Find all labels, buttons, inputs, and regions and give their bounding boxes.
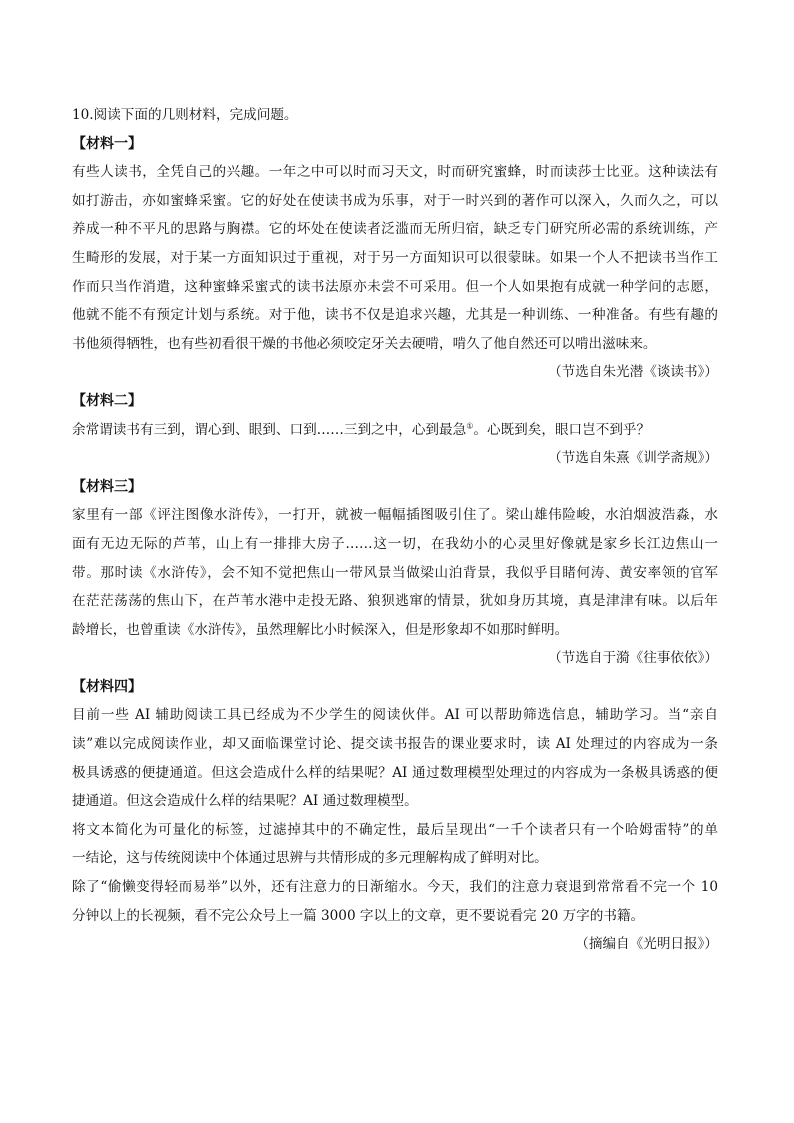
material-4-heading: 【材料四】 <box>72 678 142 695</box>
material-1-body <box>72 158 718 358</box>
material-4-line: 一结论，这与传统阅读中个体通过思辨与共情形成的多元理解构成了鲜明对比。 <box>72 850 548 867</box>
material-2-heading: 【材料二】 <box>72 392 142 409</box>
material-3-line: 家里有一部《评注图像水浒传》，一打开，就被一幅幅插图吸引住了。梁山雄伟险峻，水泊烟波浩淼，水 <box>72 507 718 524</box>
material-1-line: 生畸形的发展，对于某一方面知识过于重视，对于另一方面知识可以很蒙昧。如果一个人不把读书当作工 <box>72 249 718 266</box>
material-3-heading: 【材料三】 <box>72 478 142 495</box>
material-1-line: 养成一种不平凡的思路与胸襟。它的坏处在使读者泛滥而无所归宿，缺乏专门研究所必需的系统训练，产 <box>72 221 718 238</box>
material-3-line: 带。那时读《水浒传》，会不知不觉把焦山一带风景当做梁山泊背景，我似乎目睹何涛、黄安率领的官军 <box>72 564 718 581</box>
material-2-line <box>72 416 718 445</box>
material-1-heading: 【材料一】 <box>72 135 142 152</box>
material-4-line: 将文本简化为可量化的标签，过滤掉其中的不确定性，最后呈现出“一千个读者只有一个哈姆雷特”的单 <box>72 821 718 838</box>
material-1-line: 他就不能不有预定计划与系统。对于他，读书不仅是追求兴趣，尤其是一种训练、一种准备。有些有趣的 <box>72 307 718 324</box>
material-4-source: （摘编自《光明日报》） <box>575 936 718 953</box>
material-4-line: 除了“偷懒变得轻而易举”以外，还有注意力的日渐缩水。今天，我们的注意力衰退到常常看不完一个 10 <box>72 879 718 896</box>
material-3-line: 面有无边无际的芦苇，山上有一排排大房子……这一切，在我幼小的心灵里好像就是家乡长江边焦山一 <box>72 535 718 552</box>
material-4-line: 读”难以完成阅读作业，却又面临课堂讨论、提交读书报告的课业要求时，读 AI 处理过的内容成为一条 <box>72 736 718 753</box>
material-1-source: （节选自朱光潜《谈读书》） <box>548 364 718 381</box>
material-3-source: （节选自于漪《往事依依》） <box>548 650 718 667</box>
material-1-line: 如打游击，亦如蜜蜂采蜜。它的好处在使读书成为乐事，对于一时兴到的著作可以深入，久而久之，可以 <box>72 192 718 209</box>
material-2-source: （节选自朱熹《训学斋规》） <box>548 450 718 467</box>
material-3-line: 在茫茫荡荡的焦山下，在芦苇水港中走投无路、狼狈逃窜的情景，犹如身历其境，真是津津有味。以后年 <box>72 593 718 610</box>
document-content <box>72 101 718 959</box>
material-1-line: 书他须得牺牲，也有些初看很干燥的书他必须咬定牙关去硬啃，啃久了他自然还可以啃出滋味来。 <box>72 335 657 352</box>
material-4-line: 捷通道。但这会造成什么样的结果呢？AI 通过数理模型。 <box>72 793 418 810</box>
material-3-line: 龄增长，也曾重读《水浒传》，虽然理解比小时候深入，但是形象却不如那时鲜明。 <box>72 621 569 638</box>
question-title: 10.阅读下面的几则材料，完成问题。 <box>72 107 298 123</box>
material-4-line: 极具诱惑的便捷通道。但这会造成什么样的结果呢？AI 通过数理模型处理过的内容成为一条极具诱惑的便 <box>72 764 718 781</box>
material-1-line: 作而只当作消遣，这种蜜蜂采蜜式的读书法原亦未尝不可采用。但一个人如果抱有成就一种学问的志愿， <box>72 278 718 295</box>
material-1-line: 有些人读书，全凭自己的兴趣。一年之中可以时而习天文，时而研究蜜蜂，时而读莎士比亚。这种读法有 <box>72 164 718 181</box>
footnote-marker: ① <box>466 421 474 430</box>
material-4-body <box>72 701 718 930</box>
material-4-line: 分钟以上的长视频，看不完公众号上一篇 3000 字以上的文章，更不要说看完 20 万字的书籍。 <box>72 907 645 924</box>
material-3-body <box>72 501 718 644</box>
material-4-line: 目前一些 AI 辅助阅读工具已经成为不少学生的阅读伙伴。AI 可以帮助筛选信息，辅助学习。当“亲自 <box>72 707 718 724</box>
material-2-text-after-note: 。心既到矣，眼口岂不到乎？ <box>473 421 651 438</box>
material-2-text-before-note: 余常谓读书有三到，谓心到、眼到、口到……三到之中，心到最急 <box>72 421 467 438</box>
